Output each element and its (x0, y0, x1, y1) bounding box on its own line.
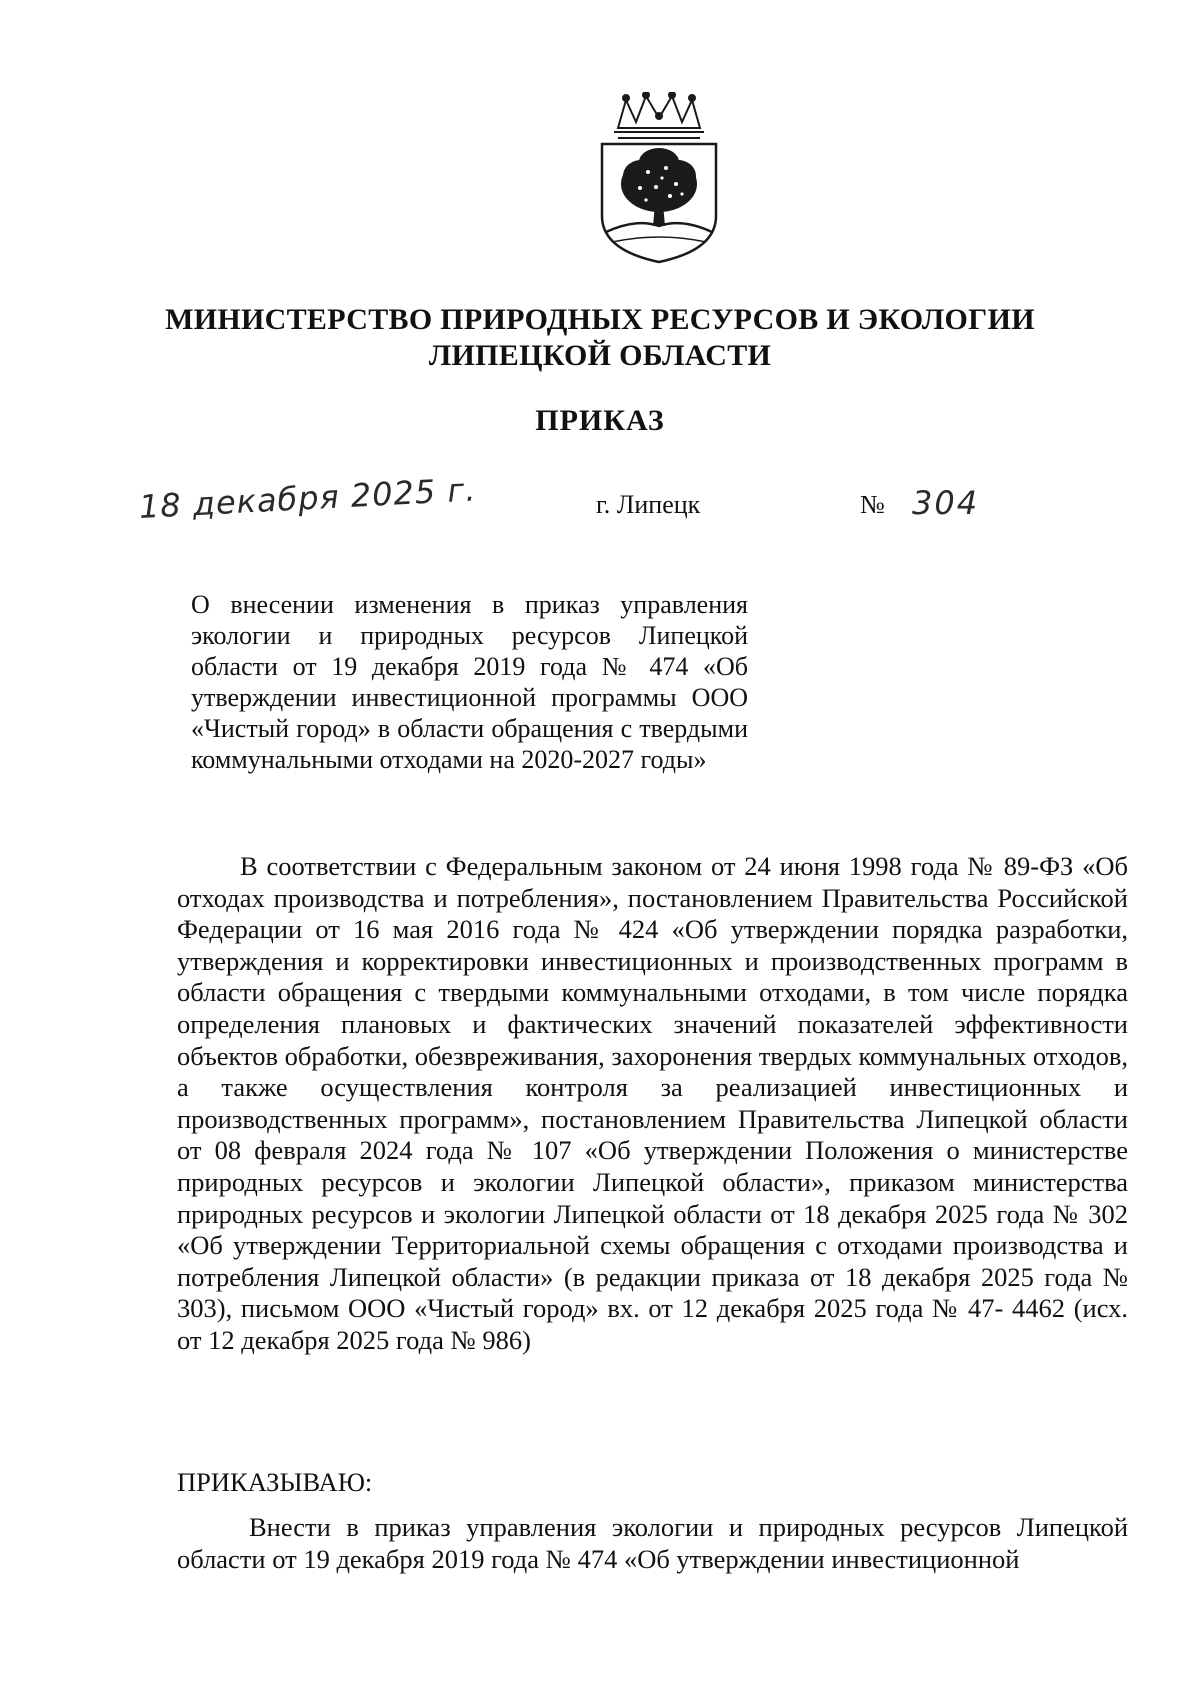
order-operative-text: Внести в приказ управления экологии и природных ресурсов Липецкой области от 19 декабря 2019 года № 474 «Об утверждении инвестиционной (177, 1512, 1128, 1574)
ministry-name-line1: МИНИСТЕРСТВО ПРИРОДНЫХ РЕСУРСОВ И ЭКОЛОГИИ (165, 303, 1035, 336)
order-date-handwritten: 18 декабря 2025 г. (138, 470, 478, 526)
order-title: ПРИКАЗ (535, 404, 665, 437)
lipetsk-coat-of-arms-icon (596, 92, 722, 264)
order-number-label: № (860, 490, 885, 519)
ministry-name (150, 302, 1050, 374)
order-operative-word: ПРИКАЗЫВАЮ: (177, 1467, 373, 1497)
order-number-handwritten: 304 (912, 484, 980, 522)
order-operative-paragraph (177, 1512, 1128, 1575)
order-subject: О внесении изменения в приказ управления экологии и природных ресурсов Липецкой области от 19 декабря 2019 года № 474 «Об утверждении инвестиционной программы ООО «Чистый город» в области обращения с твердыми коммунальными отходами на 2020-2027 годы» (191, 590, 748, 774)
preamble-paragraph (177, 851, 1128, 1357)
preamble-text: В соответствии с Федеральным законом от 24 июня 1998 года № 89-ФЗ «Об отходах производства и потребления», постановлением Правительства Российской Федерации от 16 мая 2016 года № 424 «Об утверждении порядка разработки, утверждения и корректировки инвестиционных и производственных программ в области обращения с твердыми коммунальными отходами, в том числе порядка определения плановых и фактических значений показателей эффективности объектов обработки, обезвреживания, захоронения твердых коммунальных отходов, а также осуществления контроля за реализацией инвестиционных и производственных программ», постановлением Правительства Липецкой области от 08 февраля 2024 года № 107 «Об утверждении Положения о министерстве природных ресурсов и экологии Липецкой области», приказом министерства природных ресурсов и экологии Липецкой области от 18 декабря 2025 года № 302 «Об утверждении Территориальной схемы обращения с отходами производства и потребления Липецкой области» (в редакции приказа от 18 декабря 2025 года № 303), письмом ООО «Чистый город» вх. от 12 декабря 2025 года № 47- 4462 (исх. от 12 декабря 2025 года № 986) (177, 851, 1128, 1355)
ministry-name-line2: ЛИПЕЦКОЙ ОБЛАСТИ (428, 339, 772, 372)
order-city: г. Липецк (596, 490, 701, 519)
